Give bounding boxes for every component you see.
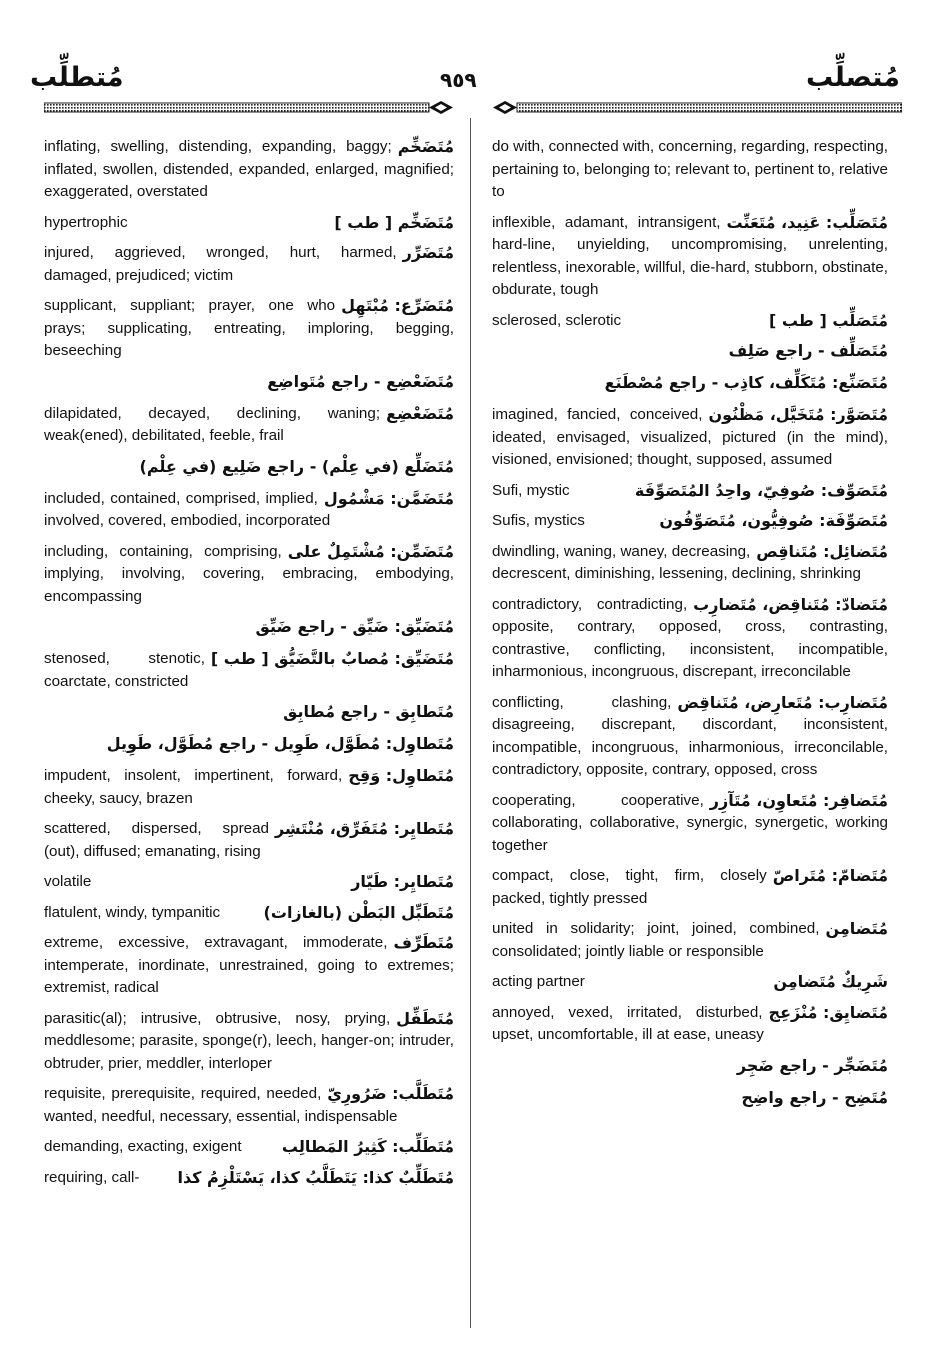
entry-arabic-headword: مُتَضَجِّر - راجع ضَجِر — [736, 1055, 888, 1075]
entry-arabic-headword: مُتَضَرِّر — [402, 243, 454, 262]
dictionary-entry — [44, 648, 454, 693]
dictionary-entry — [492, 510, 888, 533]
dictionary-entry — [492, 918, 888, 963]
dictionary-entry — [44, 1008, 454, 1076]
entry-arabic-headword: مُتَضَمِّن: مُشْتَمِلٌ على — [287, 541, 454, 561]
entry-english-definition: demanding, exacting, exigent — [44, 1138, 242, 1155]
entry-english-definition: impudent, insolent, impertinent, forward, cheeky, saucy, brazen — [44, 767, 343, 807]
dictionary-entry — [492, 404, 888, 472]
entry-english-definition: stenosed, stenotic, coarctate, constricted — [44, 650, 205, 690]
right-column — [492, 136, 888, 1119]
entry-english-definition: acting partner — [492, 973, 585, 990]
entry-english-definition: including, containing, comprising, implying, involving, covering, embracing, embodying, encompassing — [44, 542, 454, 605]
dictionary-entry — [44, 136, 454, 204]
entry-english-definition: united in solidarity; joint, joined, combined, consolidated; jointly liable or responsible — [492, 920, 820, 960]
entry-arabic-headword: مُتَضَعْضِع - راجع مُتَواضِع — [267, 371, 454, 391]
entry-arabic-headword: مُتَضَمَّن: مَشْمُول — [323, 488, 454, 508]
entry-english-definition: conflicting, clashing, disagreeing, discrepant, discordant, inconsistent, incompatible, incongruous, inharmonious, irreconcilable, contradictory, opposite, contrary, opposed, cross — [492, 693, 888, 778]
entry-english-definition: inflating, swelling, distending, expanding, baggy; inflated, swollen, distended, expanded, enlarged, magnified; exaggerated, overstated — [44, 138, 454, 200]
dictionary-entry — [44, 765, 454, 810]
dictionary-entry — [44, 456, 454, 480]
entry-arabic-headword: مُتَصَوِّفَة: صُوفِيُّون، مُتَصَوِّفُون — [659, 511, 888, 530]
entry-arabic-headword: مُتَطَلِّب: كَثِيرُ المَطالِب — [281, 1137, 454, 1156]
entry-arabic-headword: مُتَطايِر: طَيّار — [351, 872, 454, 891]
header-rule-left — [44, 101, 454, 113]
dictionary-entry — [44, 871, 454, 894]
entry-arabic-headword: مُتَصَلِّب: عَنِيد، مُتَعَنِّت — [726, 212, 888, 232]
entry-arabic-headword: مُتَضامِن — [825, 919, 888, 938]
dictionary-entry — [44, 488, 454, 533]
entry-arabic-headword: مُتَضايِق: مُنْزَعِج — [768, 1002, 888, 1022]
entry-arabic-headword: مُتَضائِل: مُتَناقِص — [756, 541, 888, 561]
column-divider — [470, 118, 471, 1328]
entry-arabic-headword: مُتَطاوِل: مُطَوَّل، طَوِيل - راجع مُطَوَّل، طَوِيل — [106, 734, 454, 753]
entry-english-definition: supplicant, suppliant; prayer, one who prays; supplicating, entreating, imploring, begging, beseeching — [44, 297, 454, 359]
dictionary-entry — [44, 541, 454, 609]
dictionary-entry — [44, 1136, 454, 1159]
entry-arabic-headword: مُتَصَوِّف: صُوفِيّ، واحِدُ المُتَصَوِّفَة — [634, 480, 888, 500]
entry-arabic-headword: مُتَطَفِّل — [396, 1008, 454, 1028]
entry-english-definition: parasitic(al); intrusive, obtrusive, nosy, prying, meddlesome; parasite, sponge(r), leech, hanger-on; intruder, obtruder, prier, meddler, interloper — [44, 1009, 454, 1072]
entry-english-definition: compact, close, tight, firm, closely packed, tightly pressed — [492, 867, 767, 907]
entry-arabic-headword: مُتَضارِب: مُتَعارِض، مُتَناقِض — [677, 692, 888, 712]
entry-english-definition: do with, connected with, concerning, regarding, respecting, pertaining to, belonging to; relevant to, pertinent to, relative to — [492, 138, 888, 200]
entry-arabic-headword: مُتَضادّ: مُتَناقِض، مُتَضارِب — [693, 594, 888, 614]
entry-arabic-headword: مُتَصَلِّب [ طب ] — [768, 310, 888, 330]
entry-english-definition: Sufis, mystics — [492, 512, 585, 529]
entry-english-definition: sclerosed, sclerotic — [492, 311, 622, 329]
entry-english-definition: dwindling, waning, waney, decreasing, decrescent, diminishing, lessening, declining, shrinking — [492, 542, 861, 582]
entry-english-definition: dilapidated, decayed, declining, waning; weak(ened), debilitated, feeble, frail — [44, 404, 381, 444]
entry-english-definition: included, contained, comprised, implied, involved, covered, embodied, incorporated — [44, 489, 331, 529]
dictionary-entry — [44, 701, 454, 725]
dictionary-entry — [492, 1087, 888, 1111]
dictionary-entry — [492, 692, 888, 782]
entry-arabic-headword: مُتَضَيِّق: مُصابٌ بالتَّضَيُّق [ طب ] — [210, 649, 454, 668]
dictionary-entry — [492, 790, 888, 858]
entry-arabic-headword: مُتَضَخِّم [ طب ] — [334, 212, 454, 232]
header-guide-word-right: مُتصلِّب — [806, 62, 900, 93]
entry-english-definition: contradictory, contradicting, opposite, contrary, opposed, cross, contrasting, contrastive, conflicting, inconsistent, incompatible, inharmonious, incongruous, discrepant, irreconcilable — [492, 595, 888, 680]
dictionary-entry — [492, 971, 888, 994]
entry-arabic-headword: مُتَطَبِّل البَطْن (بالغازات) — [263, 902, 454, 922]
dictionary-entry — [492, 372, 888, 396]
entry-arabic-headword: مُتَطايِر: مُتَفَرِّق، مُنْتَشِر — [274, 819, 454, 838]
entry-arabic-headword: مُتَطَرِّف — [393, 933, 454, 952]
entry-arabic-headword: مُتَضَخِّم — [397, 137, 454, 156]
entry-english-definition: requiring, call- — [44, 1168, 140, 1186]
entry-arabic-headword: مُتَضَرِّع: مُبْتَهِل — [341, 296, 454, 315]
entry-english-definition: hypertrophic — [44, 213, 128, 231]
entry-english-definition: extreme, excessive, extravagant, immoderate, intemperate, inordinate, unrestrained, going to extremes; extremist, radical — [44, 934, 454, 996]
entry-english-definition: injured, aggrieved, wronged, hurt, harmed, damaged, prejudiced; victim — [44, 244, 397, 284]
entry-english-definition: cooperating, cooperative, collaborating, collaborative, synergic, synergetic, working together — [492, 791, 888, 854]
dictionary-entry — [44, 932, 454, 1000]
dictionary-entry — [44, 1167, 454, 1190]
header-guide-word-left: مُتطلِّب — [30, 62, 124, 93]
entry-arabic-headword: مُتَطاوِل: وَقِح — [348, 766, 454, 785]
header-rule-right — [492, 101, 902, 113]
dictionary-entry — [492, 1002, 888, 1047]
entry-arabic-headword: شَرِيكٌ مُتَضامِن — [773, 972, 888, 991]
entry-arabic-headword: مُتَطَلِّبٌ كذا: يَتَطَلَّبُ كذا، يَسْتَلْزِمُ كذا — [177, 1167, 454, 1187]
entry-english-definition: volatile — [44, 873, 92, 890]
dictionary-entry — [44, 242, 454, 287]
entry-english-definition: flatulent, windy, tympanitic — [44, 903, 221, 921]
entry-english-definition: requisite, prerequisite, required, needed, wanted, needful, necessary, essential, indispensable — [44, 1085, 398, 1125]
dictionary-entry — [44, 1083, 454, 1128]
entry-english-definition: scattered, dispersed, spread (out), diffused; emanating, rising — [44, 820, 269, 860]
entry-english-definition: imagined, fancied, conceived, ideated, envisaged, visualized, pictured (in the mind), visioned, envisioned; thought, supposed, assumed — [492, 406, 888, 468]
dictionary-entry — [492, 541, 888, 586]
dictionary-entry — [492, 136, 888, 204]
entry-arabic-headword: مُتَضَعْضِع — [386, 403, 454, 423]
entry-arabic-headword: مُتَضِح - راجع واضِح — [741, 1087, 888, 1107]
dictionary-entry — [44, 212, 454, 235]
entry-arabic-headword: مُتَصَلِّف - راجع صَلِف — [728, 341, 888, 360]
entry-arabic-headword: مُتَضَلِّع (في عِلْم) - راجع ضَلِيع (في عِلْم) — [139, 456, 454, 476]
dictionary-entry — [44, 902, 454, 925]
dictionary-entry — [492, 340, 888, 364]
entry-arabic-headword: مُتَضَيِّق: ضَيِّق - راجع ضَيِّق — [255, 617, 454, 636]
entry-arabic-headword: مُتَطَلَّب: ضَرُورِيّ — [327, 1084, 454, 1103]
entry-arabic-headword: مُتَضافِر: مُتَعاوِن، مُتَآزِر — [709, 790, 888, 810]
entry-arabic-headword: مُتَصَنِّع: مُتَكَلِّف، كاذِب - راجع مُصْطَنَع — [604, 373, 888, 392]
dictionary-entry — [44, 733, 454, 757]
page-number: ٩٥٩ — [440, 68, 477, 92]
left-column — [44, 136, 454, 1197]
dictionary-entry — [492, 1055, 888, 1079]
entry-arabic-headword: مُتَطابِق - راجع مُطابِق — [283, 702, 454, 721]
dictionary-entry — [44, 818, 454, 863]
dictionary-entry — [492, 480, 888, 503]
dictionary-entry — [44, 371, 454, 395]
dictionary-entry — [492, 310, 888, 333]
dictionary-entry — [492, 594, 888, 684]
entry-arabic-headword: مُتَضامّ: مُتَراصّ — [772, 866, 888, 885]
dictionary-entry — [492, 865, 888, 910]
dictionary-entry — [44, 295, 454, 363]
dictionary-entry — [492, 212, 888, 302]
entry-english-definition: Sufi, mystic — [492, 481, 570, 499]
entry-english-definition: annoyed, vexed, irritated, disturbed, upset, uncomfortable, ill at ease, uneasy — [492, 1003, 764, 1043]
dictionary-entry — [44, 403, 454, 448]
entry-english-definition: inflexible, adamant, intransigent, hard-line, unyielding, uncompromising, unrelenting, relentless, inexorable, willful, die-hard, stubborn, obstinate, obdurate, tough — [492, 213, 888, 298]
dictionary-entry — [44, 616, 454, 640]
entry-arabic-headword: مُتَصَوَّر: مُتَخَيَّل، مَظْنُون — [708, 405, 888, 424]
